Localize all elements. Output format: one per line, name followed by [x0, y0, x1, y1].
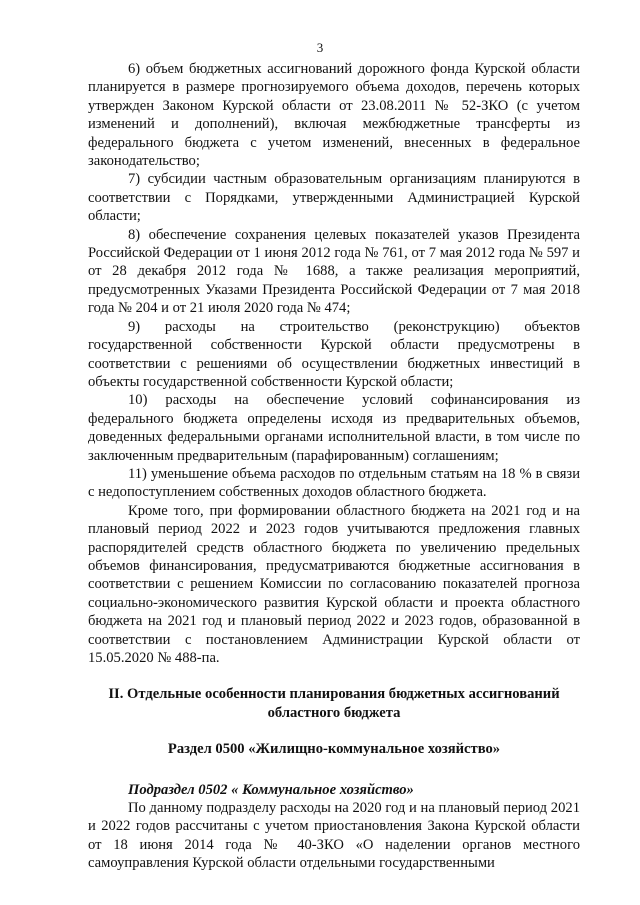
- paragraph-item-10: 10) расходы на обеспечение условий софинансирования из федерального бюджета определены исходя из предварительных объемов, доведенных федеральными органами исполнительной власти, в том числе по заключенным предварительным (парафированным) соглашениям;: [88, 392, 580, 464]
- subsection-title: Раздел 0500 «Жилищно-коммунальное хозяйство»: [167, 741, 501, 758]
- paragraph-item-11: 11) уменьшение объема расходов по отдельным статьям на 18 % в связи с недопоступлением собственных доходов областного бюджета.: [88, 465, 580, 501]
- paragraph-item-9: 9) расходы на строительство (реконструкцию) объектов государственной собственности Курской области предусмотрены в соответствии с решениями об осуществлении бюджетных инвестиций в объекты государственной собственности Курской области;: [88, 318, 580, 390]
- document-body: [88, 60, 580, 873]
- paragraph-item-8: 8) обеспечение сохранения целевых показателей указов Президента Российской Федерации от 1 июня 2012 года № 761, от 7 мая 2012 года № 597 и от 28 декабря 2012 года № 1688, а также реализация мероприятий, предусмотренных Указами Президента Российской Федерации от 7 мая 2018 года № 204 и от 21 июля 2020 года № 474;: [88, 226, 580, 317]
- subdivision-paragraph: По данному подразделу расходы на 2020 год и на плановый период 2021 и 2022 годов рассчитаны с учетом приостановления Закона Курской области от 18 июня 2014 года № 40-ЗКО «О наделении органов местного самоуправления Курской области отдельными государственными: [88, 800, 580, 872]
- page-number: 3: [316, 40, 324, 55]
- paragraph-item-7: 7) субсидии частным образовательным организациям планируются в соответствии с Порядками, утвержденными Администрацией Курской области;: [88, 171, 580, 225]
- paragraph-additional: Кроме того, при формировании областного бюджета на 2021 год и на плановый период 2022 и 2023 годов учитываются предложения главных распорядителей средств областного бюджета по увеличению предельных объемов финансирования, предусматриваются бюджетные ассигнования в соответствии с решением Комиссии по согласованию показателей прогноза социально-экономического развития Курской области и проекта областного бюджета на 2021 год и плановый период 2022 и 2023 годов, образованной в соответствии с постановлением Администрации Курской области от 15.05.2020 № 488-па.: [88, 502, 580, 666]
- paragraph-item-6: 6) объем бюджетных ассигнований дорожного фонда Курской области планируется в размере прогнозируемого объема доходов, перечень которых утвержден Законом Курской области от 23.08.2011 № 52-ЗКО (с учетом изменений и дополнений), включая межбюджетные трансферты из федерального бюджета с учетом изменений, внесенных в федеральное законодательство;: [88, 61, 580, 170]
- section-title: II. Отдельные особенности планирования бюджетных ассигнований областного бюджета: [108, 686, 560, 721]
- subdivision-title: Подраздел 0502 « Коммунальное хозяйство»: [128, 781, 414, 798]
